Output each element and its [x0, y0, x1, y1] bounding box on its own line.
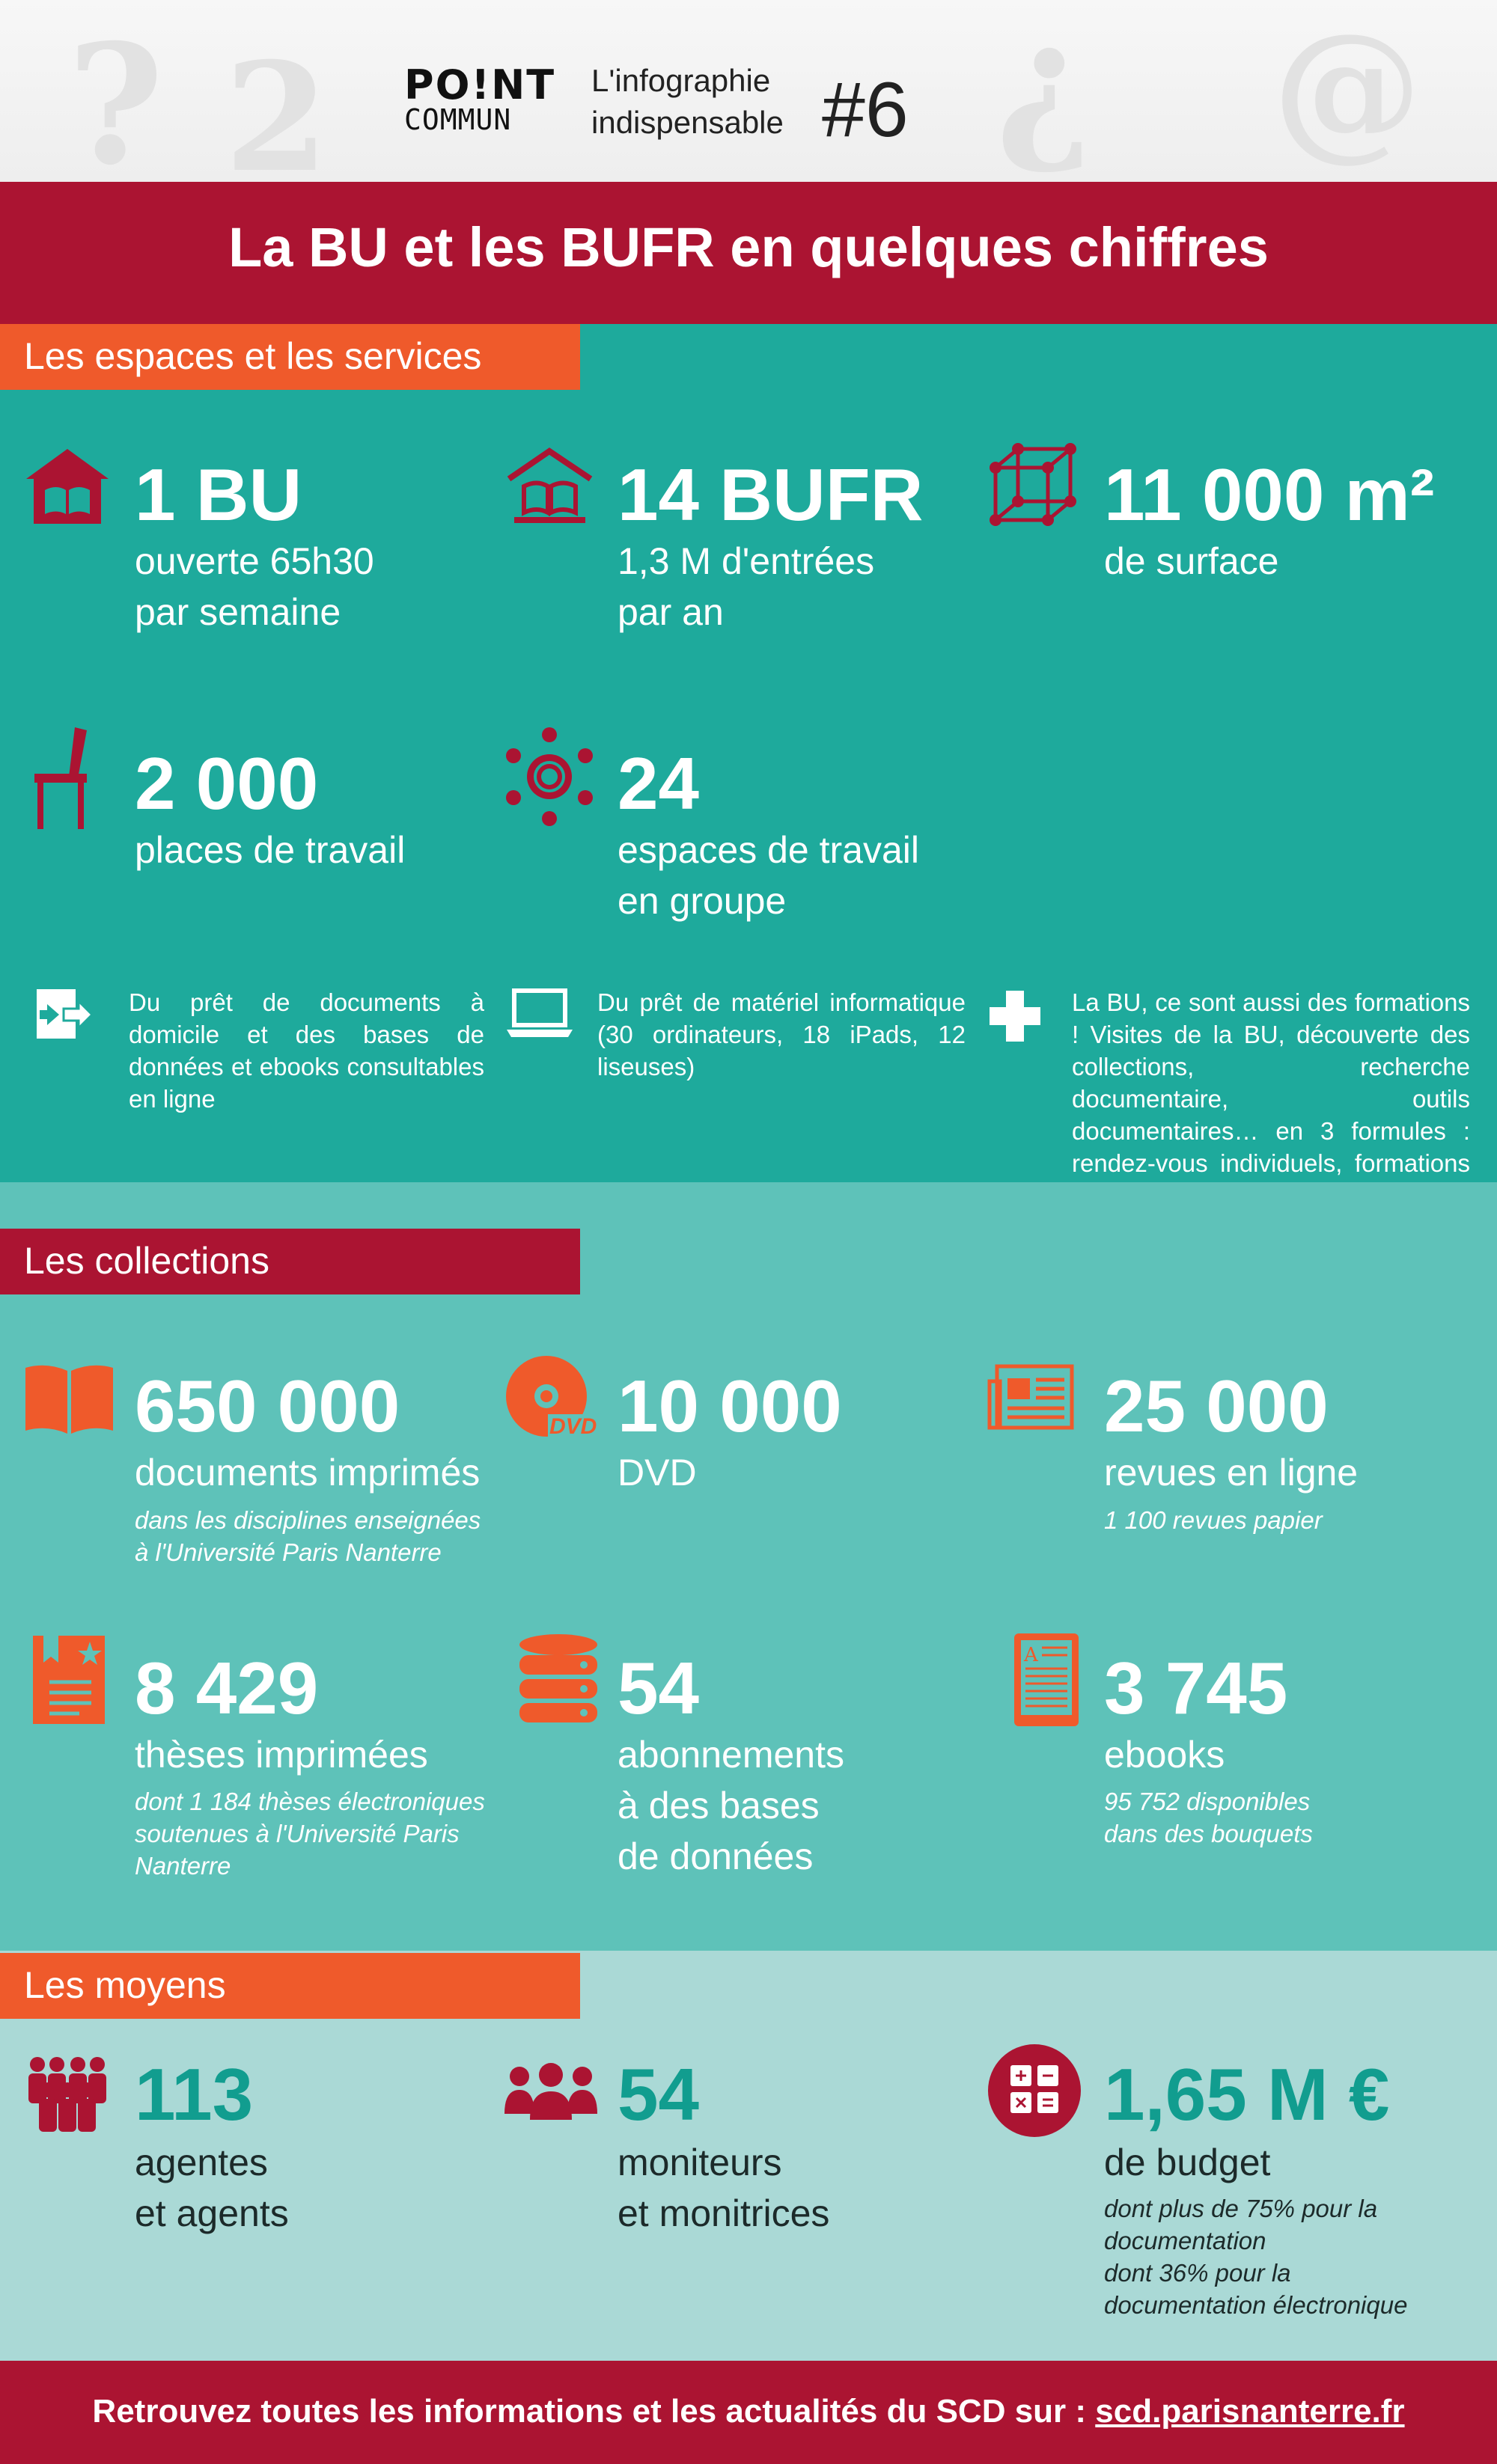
book-house-icon: [503, 445, 597, 528]
people-icon: [503, 2061, 599, 2121]
stat-label: et agents: [135, 2192, 289, 2234]
library-house-icon: [22, 445, 112, 528]
database-icon: [516, 1633, 600, 1726]
section-heading-moyens: Les moyens: [0, 1953, 580, 2019]
dvd-icon-text: DVD: [549, 1414, 597, 1439]
stat-label: ouverte 65h30: [135, 540, 374, 582]
stat-sub: dont plus de 75% pour la: [1104, 2195, 1378, 2222]
stat-label: DVD: [618, 1452, 697, 1494]
dvd-icon: [503, 1353, 599, 1449]
stat-sub: documentation électronique: [1104, 2291, 1408, 2319]
footer-link[interactable]: scd.parisnanterre.fr: [1095, 2393, 1405, 2430]
stat-value: 3 745: [1104, 1647, 1288, 1729]
stat-sub: dont 36% pour la: [1104, 2259, 1291, 2287]
stat-sub: dans des bouquets: [1104, 1820, 1313, 1847]
stat-label: abonnements: [618, 1734, 845, 1776]
stat-sub: dans les disciplines enseignées: [135, 1506, 481, 1534]
decorative-background: ¿: [996, 0, 1092, 179]
tagline-line2: indispensable: [591, 105, 784, 140]
logo-point: PO!NT: [404, 61, 556, 108]
header: [0, 0, 1497, 182]
service-text: Du prêt de documents à domicile et des bases de données et ebooks consultables en ligne: [129, 988, 484, 1113]
stat-label: documents imprimés: [135, 1452, 481, 1494]
decorative-background: @: [1272, 0, 1422, 176]
stat-label: ebooks: [1104, 1734, 1225, 1776]
section-heading-collections: Les collections: [0, 1229, 580, 1294]
ebook-icon: [1012, 1631, 1081, 1728]
decorative-background: 2: [225, 30, 329, 182]
stat-value: 1 BU: [135, 453, 302, 536]
calculator-icon: [987, 2043, 1082, 2139]
stat-value: 11 000 m²: [1104, 453, 1435, 536]
stat-label: par an: [618, 591, 724, 633]
stat-value: 54: [618, 2053, 700, 2136]
newspaper-icon: [987, 1362, 1080, 1433]
section-heading-espaces: Les espaces et les services: [0, 324, 580, 390]
svg-text:A: A: [1024, 1644, 1038, 1666]
stat-label: de budget: [1104, 2142, 1271, 2183]
stat-label: moniteurs: [618, 2142, 782, 2183]
stat-value: 25 000: [1104, 1365, 1329, 1447]
stat-label: de surface: [1104, 540, 1279, 582]
footer-label: Retrouvez toutes les informations et les actualités du SCD sur :: [92, 2393, 1096, 2430]
stat-value: 24: [618, 742, 700, 825]
stat-value: 14 BUFR: [618, 453, 924, 536]
staff-group-icon: [22, 2054, 112, 2133]
stat-label: en groupe: [618, 880, 787, 922]
stat-label: thèses imprimées: [135, 1734, 428, 1776]
cube-icon: [988, 441, 1078, 531]
stat-label: par semaine: [135, 591, 341, 633]
loan-icon: [34, 986, 94, 1042]
issue-number: #6: [822, 67, 909, 153]
stat-value: 8 429: [135, 1647, 319, 1729]
stat-value: 2 000: [135, 742, 319, 825]
stat-label: revues en ligne: [1104, 1452, 1359, 1494]
stat-sub: 1 100 revues papier: [1104, 1506, 1323, 1534]
stat-label: à des bases: [618, 1785, 820, 1826]
stat-label: places de travail: [135, 829, 406, 871]
point-commun-logo[interactable]: [404, 61, 554, 144]
stat-value: 1,65 M €: [1104, 2053, 1390, 2136]
stat-value: 10 000: [618, 1365, 842, 1447]
laptop-icon: [505, 988, 574, 1040]
logo-commun: COMMUN: [404, 103, 512, 136]
stat-sub: documentation: [1104, 2227, 1266, 2254]
stat-value: 54: [618, 1647, 700, 1729]
service-text: La BU, ce sont aussi des formations ! Visites de la BU, découverte des collections, recherche documentaire, outils documentaires… en 3 formules : rendez-vous individuels, formations: [1072, 988, 1470, 1177]
decorative-background: ?: [67, 7, 164, 182]
tagline-line1: L'infographie: [591, 63, 771, 98]
service-text: Du prêt de matériel informatique (30 ordinateurs, 18 iPads, 12 liseuses): [597, 988, 966, 1080]
stat-value: 113: [135, 2053, 254, 2136]
stat-value: 650 000: [135, 1365, 400, 1447]
chair-icon: [28, 726, 103, 831]
stat-sub: soutenues à l'Université Paris: [135, 1820, 460, 1847]
open-book-icon: [22, 1362, 116, 1437]
thesis-icon: [30, 1633, 109, 1726]
group-table-icon: [503, 726, 597, 827]
stat-sub: à l'Université Paris Nanterre: [135, 1538, 442, 1566]
stat-label: agentes: [135, 2142, 268, 2183]
footer-text: [0, 2393, 1497, 2430]
stat-label: et monitrices: [618, 2192, 830, 2234]
stat-label: 1,3 M d'entrées: [618, 540, 875, 582]
plus-icon: [988, 989, 1042, 1043]
stat-label: de données: [618, 1835, 814, 1877]
stat-sub: Nanterre: [135, 1852, 231, 1880]
page-title: La BU et les BUFR en quelques chiffres: [228, 216, 1269, 278]
stat-sub: 95 752 disponibles: [1104, 1788, 1311, 1815]
stat-label: espaces de travail: [618, 829, 920, 871]
stat-sub: dont 1 184 thèses électroniques: [135, 1788, 485, 1815]
